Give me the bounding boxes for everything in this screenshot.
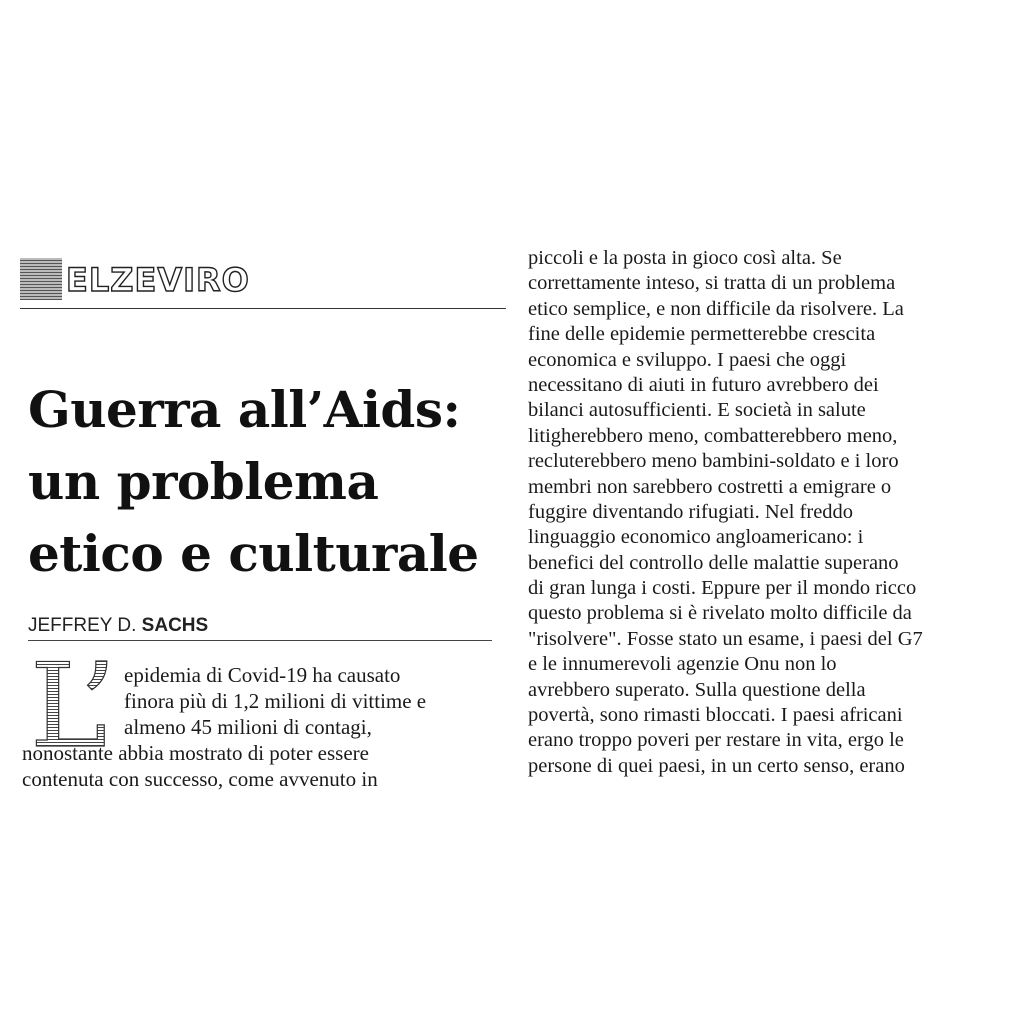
article-line: "risolvere". Fosse stato un esame, i paesi del G7 [528,627,923,650]
article-line: litigherebbero meno, combatterebbero meno, [528,424,898,447]
author-first-name: JEFFREY D. [28,615,142,636]
article-line: linguaggio economico angloamericano: i [528,526,864,549]
article-line: membri non sarebbero costretti a emigrare o [528,475,892,498]
article-line: recluterebbero meno bambini-soldato e i loro [528,450,899,473]
article-line: economica e sviluppo. I paesi che oggi [528,348,847,371]
article-line: correttamente inteso, si tratta di un problema [528,272,896,295]
article-line: piccoli e la posta in gioco così alta. Se [528,247,842,269]
article-line: nonostante abbia mostrato di poter essere [22,741,369,765]
article-line: questo problema si è rivelato molto difficile da [528,602,912,625]
headline-line: Guerra all’Aids: [28,380,461,439]
article-line: avrebbero superato. Sulla questione della [528,678,866,701]
article-line: finora più di 1,2 milioni di vittime e [124,689,427,713]
article-column-1 [0,0,500,791]
article-line: etico semplice, e non difficile da risolvere. La [528,297,904,320]
drop-cap-letter: L’ [30,639,117,774]
article-line: erano troppo poveri per restare in vita, ergo le [528,729,904,752]
section-label: ELZEVIRO [66,261,250,299]
article-line: almeno 45 milioni di contagi, [124,715,372,739]
headline-line: un problema [28,452,379,511]
article-line: necessitano di aiuti in futuro avrebbero dei [528,373,879,396]
article-line: di gran lunga i costi. Eppure per il mondo ricco [528,577,917,600]
article-line: contenuta con successo, come avvenuto in [22,767,378,791]
article-line: povertà, sono rimasti bloccati. I paesi africani [528,704,903,727]
article-line: e le innumerevoli agenzie Onu non lo [528,653,837,676]
article-line: fine delle epidemie permetterebbe crescita [528,323,876,346]
author-surname: SACHS [141,615,209,636]
article-line: persone di quei paesi, in un certo senso, erano [528,754,905,777]
article-line: epidemia di Covid-19 ha causato [124,663,401,687]
article-column-2 [528,246,998,780]
article-line: fuggire diventando rifugiati. Nel freddo [528,500,854,523]
article-line: benefici del controllo delle malattie superano [528,551,899,574]
article-line: bilanci autosufficienti. E società in salute [528,399,866,422]
headline-line: etico e culturale [28,524,479,583]
